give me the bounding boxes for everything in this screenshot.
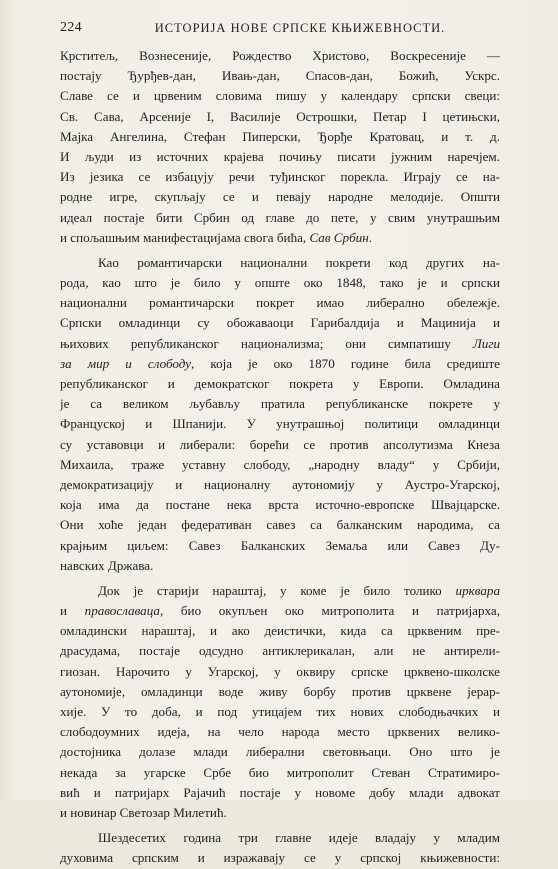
text-line — [60, 334, 500, 354]
text-segment: , која је око 1870 године била средиште — [191, 355, 500, 371]
text-line: Они хоће један федеративан савез са балканским народима, са — [60, 517, 500, 533]
text-line: и новинар Светозар Милетић. — [60, 804, 227, 820]
text-line: гиозан. Нарочито у Угарској, у оквиру српске црквено-школске — [60, 663, 500, 679]
text-segment: Док је старији нараштај, у коме је било толико — [98, 582, 456, 598]
text-line: Као романтичарски национални покрети код других на- — [98, 254, 500, 270]
text-line: национални романтичарски покрет имао либерално обележје. — [60, 295, 500, 311]
text-line: Св. Сава, Арсеније I, Василије Острошки, Петар I цетињски, — [60, 108, 500, 124]
text-line: некада за угарске Србе био митрополит Стеван Стратимиро- — [60, 764, 500, 780]
page-header — [60, 20, 500, 40]
text-segment: . — [368, 229, 373, 245]
text-line: идеал постаје бити Србин од главе до пете, у свим унутрашњим — [60, 209, 500, 225]
text-line: је са великом љубављу пратила републиканске покрете у — [60, 396, 500, 412]
text-line: хије. У то доба, и под утицајем тих нових слободњачких и — [60, 704, 500, 719]
text-line: републиканског и демократског покрета у Европи. Омладина — [60, 376, 500, 391]
text-line: рода, као што је било у опште око 1848, тако је и српски — [60, 275, 500, 291]
page-number: 224 — [60, 20, 82, 35]
italic-phrase: ирквара — [455, 582, 500, 598]
text-line: омладински нараштај, и ако деистички, кида са црквеним пре- — [60, 623, 500, 639]
text-line: духовима српским и изражавају се у српској књижевности: — [60, 850, 500, 866]
text-line: Из језика се избацују речи туђинског порекла. Играју се на- — [60, 169, 500, 185]
text-line: демократизацију и националну аутономију у Аустро-Угарској, — [60, 476, 500, 492]
text-line: Крститељ, Вознесеније, Рождество Христово, Воскресеније — — [60, 48, 500, 63]
text-line — [60, 228, 500, 248]
text-line: драсудама, постаје одсудно антиклерикалан, али не антирели- — [60, 643, 500, 659]
text-line: слободоумних идеја, на чело народа место црквених велико- — [60, 724, 500, 740]
text-line: Мајка Ангелина, Стефан Пиперски, Ђорђе Кратовац, и т. д. — [60, 128, 500, 144]
text-line — [60, 601, 500, 621]
text-line — [60, 581, 500, 601]
text-line: Француској и Шпанији. У унутрашњој политици омладинци — [60, 416, 500, 432]
text-segment: и спољашњим манифестацијама свога бића, — [60, 229, 310, 245]
running-title: ИСТОРИЈА НОВЕ СРПСКЕ КЊИЖЕВНОСТИ. — [154, 21, 446, 35]
text-line: аутономије, омладинци воде живу борбу против црквене јерар- — [60, 683, 500, 699]
italic-phrase: за мир и слободу — [60, 355, 192, 371]
text-line: родне игре, скупљају се и певају народне мелодије. Општи — [60, 189, 500, 205]
italic-phrase: Сав Србин — [309, 229, 369, 245]
text-segment: њихових републиканског национализма; они симпатишу — [60, 335, 473, 351]
text-line: И људи из источних крајева почињу писати јужним наречјем. — [60, 148, 500, 164]
text-line: Михаила, траже уставну слободу, „народну владу“ у Србији, — [60, 456, 500, 472]
text-line: достојника долазе млади либерални световњаци. Оно што је — [60, 744, 500, 760]
body-text — [60, 46, 500, 869]
text-line: која има да постане нека врста источно-европске Швајцарске. — [60, 497, 500, 513]
text-segment: и — [60, 603, 85, 619]
text-line: навских Држава. — [60, 557, 154, 573]
text-line: су уставовци и либерали: борећи се против апсолутизма Кнеза — [60, 436, 500, 452]
text-line — [60, 354, 500, 374]
text-line: крајњим циљем: Савез Балканских Земаља или Савез Ду- — [60, 537, 500, 553]
text-line: вић и патријарх Рајачић постаје у новоме добу млади адвокат — [60, 784, 500, 800]
text-line: Шездесетих година три главне идеје владају у младим — [98, 830, 500, 846]
text-line: Славе се и црвеним словима пишу у календару српски свеци: — [60, 88, 500, 104]
text-line: Српски омладинци су обожаваоци Гарибалдија и Мацинија и — [60, 315, 500, 331]
text-line: постају Ђурђев-дан, Ивањ-дан, Спасов-дан, Божић, Ускрс. — [60, 68, 500, 84]
italic-phrase: Лиги — [472, 335, 500, 351]
italic-phrase: православаца — [84, 603, 160, 619]
text-segment: , био окупљен око митрополита и патријарха, — [159, 603, 500, 619]
